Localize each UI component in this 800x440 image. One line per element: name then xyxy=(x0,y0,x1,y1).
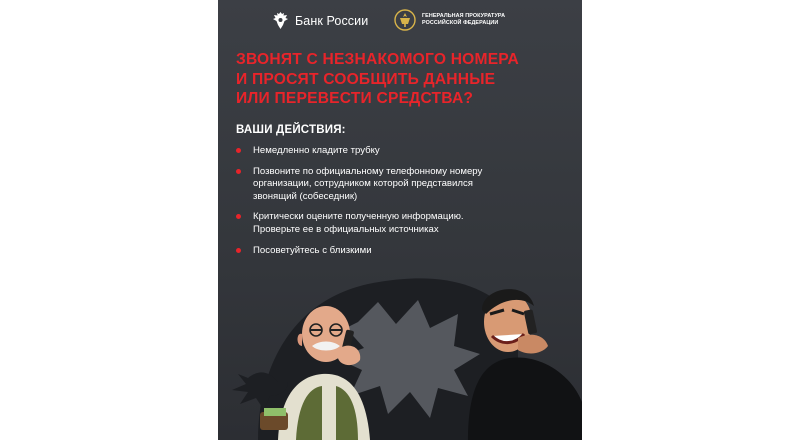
action-text: Критически оцените полученную информацию. xyxy=(253,211,464,223)
bullet-icon xyxy=(236,214,241,219)
bank-name: Банк России xyxy=(295,13,369,28)
actions-title: ВАШИ ДЕЙСТВИЯ: xyxy=(236,124,346,136)
bullet-icon xyxy=(236,148,241,153)
action-text: организации, сотрудником которой представился xyxy=(253,178,473,190)
double-headed-eagle-icon xyxy=(272,11,289,30)
headline-line-1: ЗВОНЯТ С НЕЗНАКОМОГО НОМЕРА xyxy=(236,51,519,68)
poster xyxy=(218,0,582,440)
headline-line-2: И ПРОСЯТ СООБЩИТЬ ДАННЫЕ xyxy=(236,70,496,88)
action-item xyxy=(236,145,566,158)
action-text: Проверьте ее в официальных источниках xyxy=(253,223,439,235)
prosecutor-office-logo xyxy=(394,9,532,31)
headline-line-3: ИЛИ ПЕРЕВЕСТИ СРЕДСТВА? xyxy=(236,90,474,107)
prosecutor-name-line-1: ГЕНЕРАЛЬНАЯ ПРОКУРАТУРА xyxy=(422,13,506,19)
action-text: звонящий (собеседник) xyxy=(253,190,358,202)
bullet-icon xyxy=(236,248,241,253)
headline xyxy=(236,50,566,109)
bank-of-russia-logo xyxy=(272,11,368,30)
action-text: Посоветуйтесь с близкими xyxy=(253,244,372,256)
action-text: Немедленно кладите трубку xyxy=(253,145,380,156)
prosecutor-office-name xyxy=(422,13,532,27)
actions-list xyxy=(236,145,566,265)
scammer-hand xyxy=(518,335,548,354)
bullet-icon xyxy=(236,169,241,174)
action-item xyxy=(236,245,566,258)
action-text: Позвоните по официальному телефонному номеру xyxy=(253,165,483,177)
action-item xyxy=(236,166,566,204)
action-item xyxy=(236,211,566,236)
scammer-call-illustration xyxy=(218,262,582,440)
logo-bar xyxy=(218,0,582,42)
prosecutor-name-line-2: РОССИЙСКОЙ ФЕДЕРАЦИИ xyxy=(422,20,499,26)
prosecutor-emblem-icon xyxy=(394,9,416,31)
